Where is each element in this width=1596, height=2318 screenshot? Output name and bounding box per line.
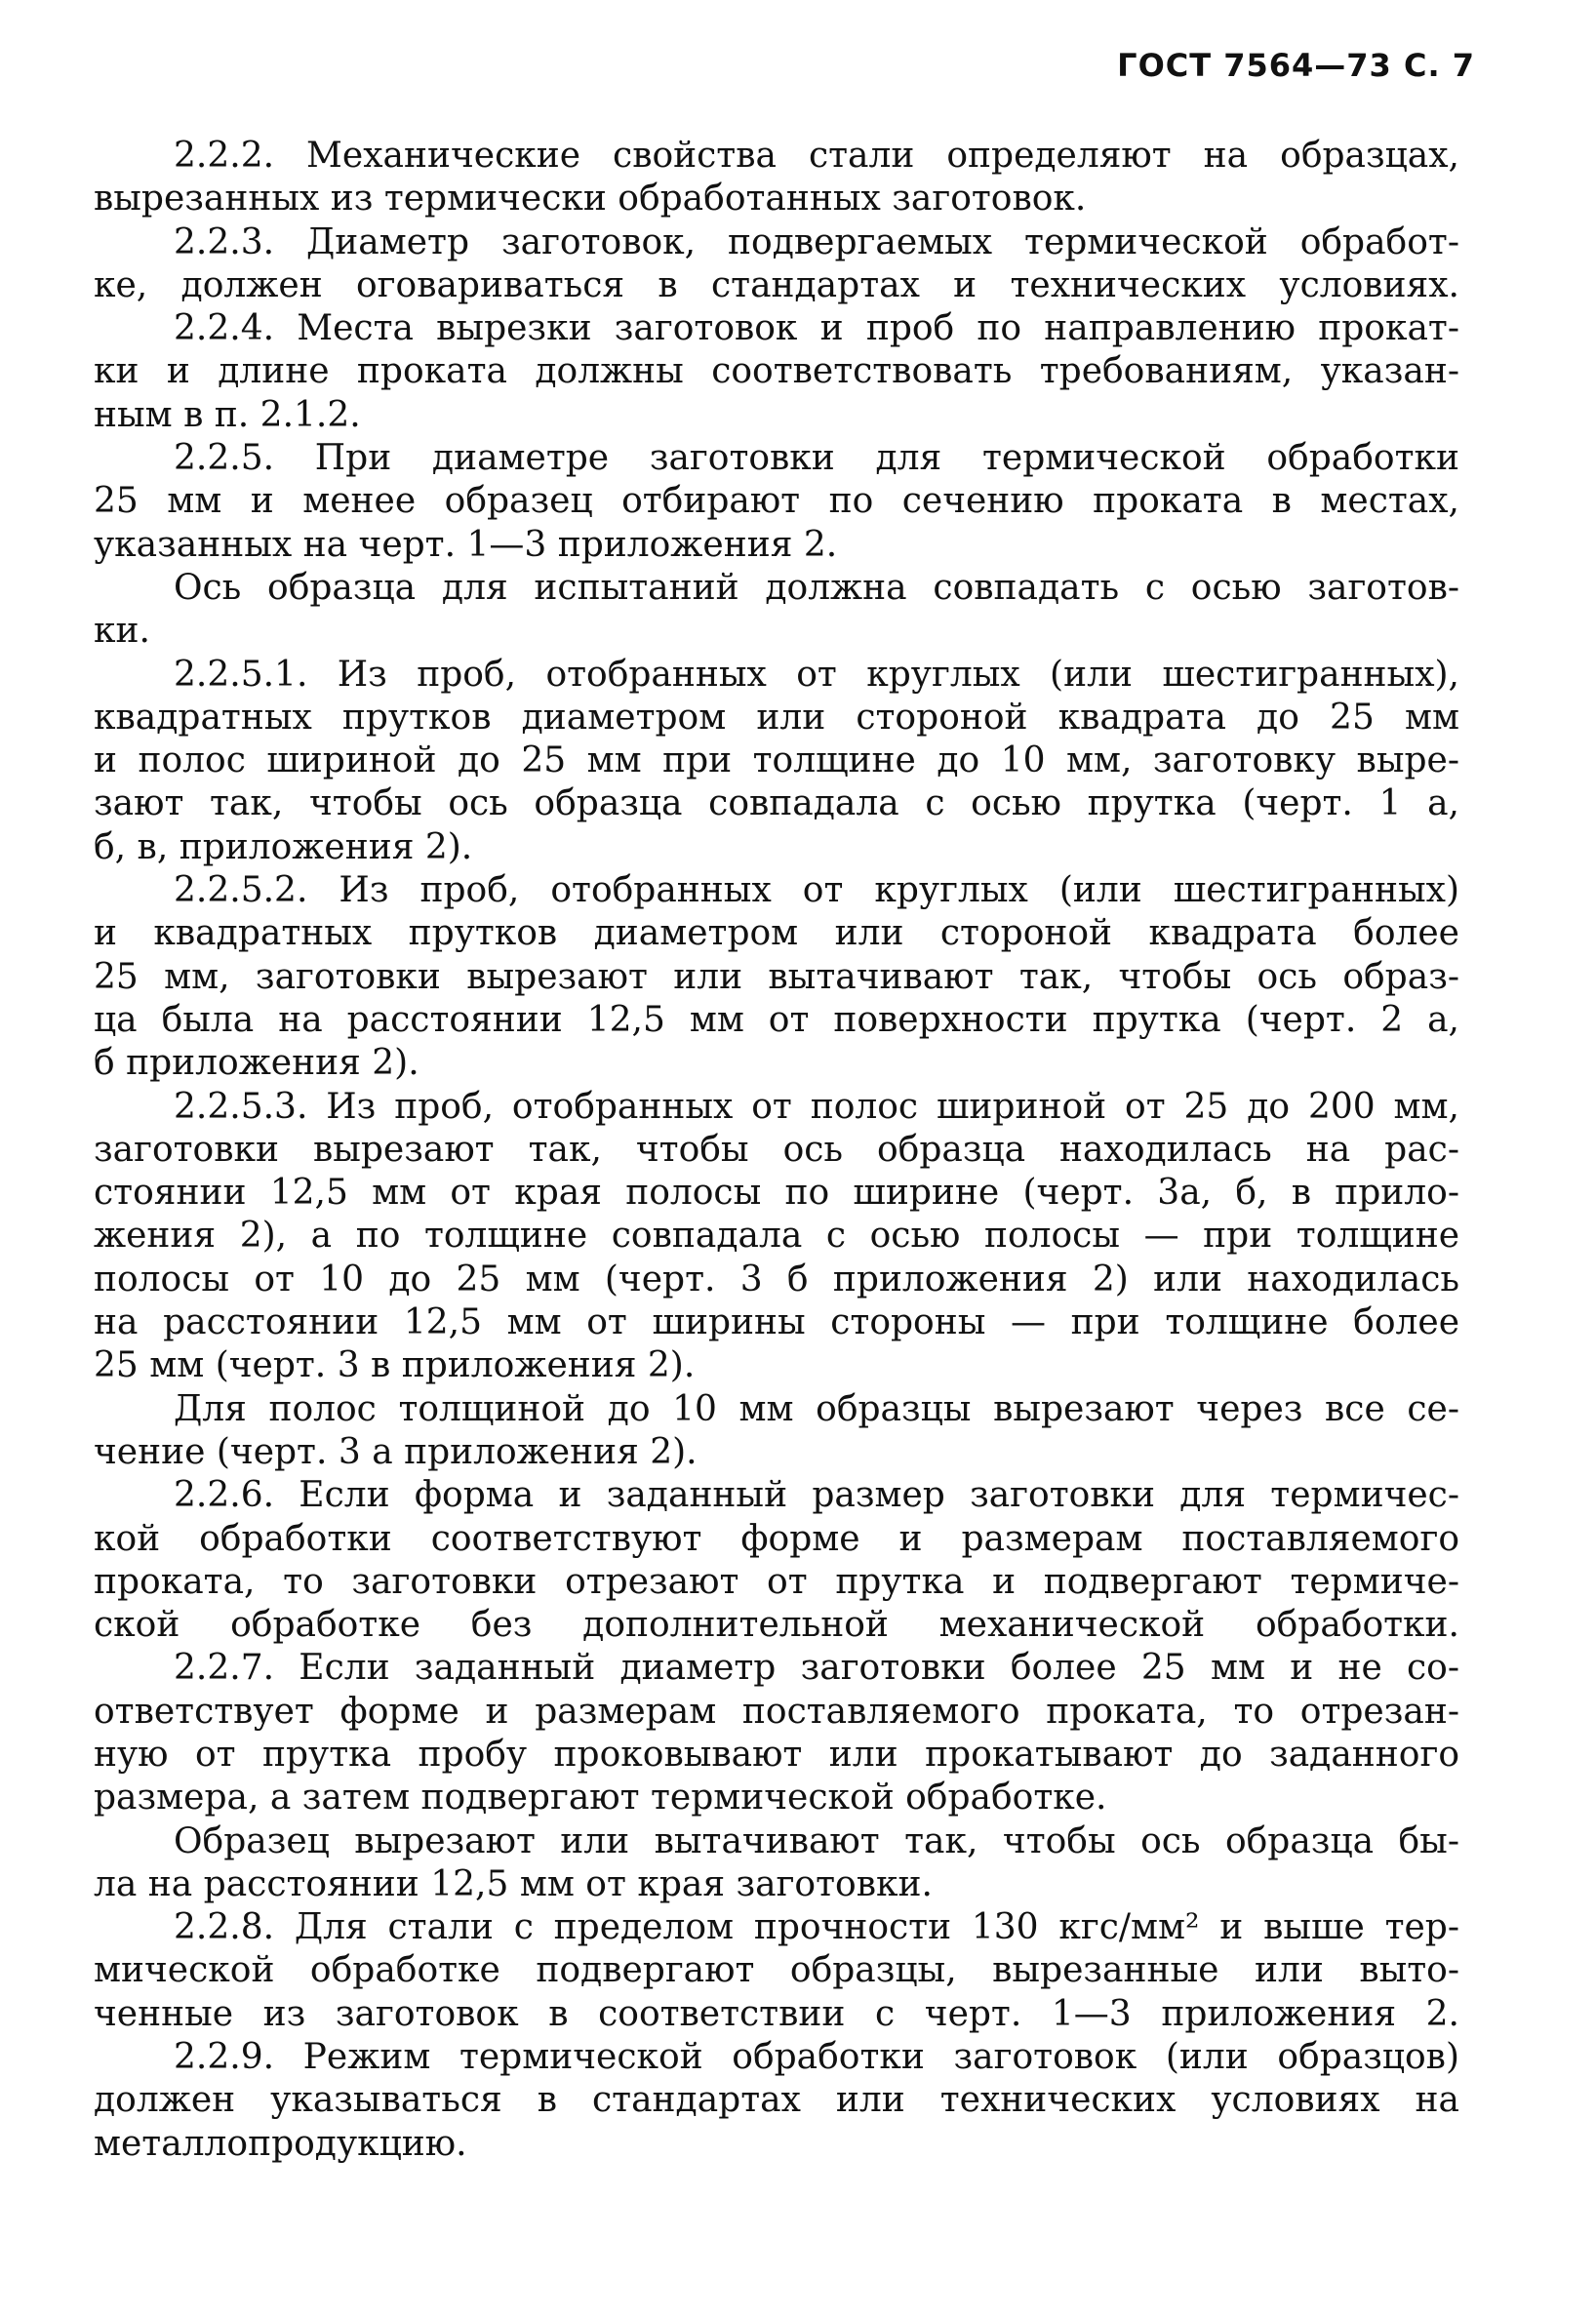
text-line: ную от прутка пробу проковывают или прокатывают до заданного [94, 1734, 1459, 1775]
text-line: чение (черт. 3 а приложения 2). [94, 1431, 698, 1472]
text-line: 2.2.5.1. Из проб, отобранных от круглых (или шестигранных), [174, 654, 1459, 695]
text-line: 2.2.5.2. Из проб, отобранных от круглых (или шестигранных) [174, 870, 1459, 911]
text-line: жения 2), а по толщине совпадала с осью полосы — при толщине [94, 1216, 1459, 1257]
text-line: 2.2.8. Для стали с пределом прочности 130 кгс/мм² и выше тер- [174, 1907, 1459, 1948]
text-line: 25 мм, заготовки вырезают или вытачивают так, чтобы ось образ- [94, 956, 1459, 997]
text-line: ла на расстоянии 12,5 мм от края заготовки. [94, 1863, 933, 1904]
text-line: вырезанных из термически обработанных заготовок. [94, 179, 1087, 220]
text-line: б, в, приложения 2). [94, 826, 473, 867]
text-line: и квадратных прутков диаметром или стороной квадрата более [94, 913, 1459, 954]
text-line: проката, то заготовки отрезают от прутка и подвергают термиче- [94, 1561, 1459, 1602]
text-line: 2.2.5. При диаметре заготовки для термической обработки [174, 438, 1459, 479]
text-line: ки. [94, 611, 150, 652]
text-line: квадратных прутков диаметром или стороной квадрата до 25 мм [94, 697, 1459, 738]
text-line: полосы от 10 до 25 мм (черт. 3 б приложения 2) или находилась [94, 1259, 1459, 1299]
text-line: 2.2.3. Диаметр заготовок, подвергаемых термической обработ- [174, 221, 1459, 262]
text-line: ки и длине проката должны соответствовать требованиям, указан- [94, 351, 1459, 392]
text-line: мической обработке подвергают образцы, вырезанные или выто- [94, 1950, 1459, 1991]
text-line: 2.2.4. Места вырезки заготовок и проб по направлению прокат- [174, 308, 1459, 349]
text-line: 2.2.6. Если форма и заданный размер заготовки для термичес- [174, 1475, 1459, 1516]
text-line: на расстоянии 12,5 мм от ширины стороны — при толщине более [94, 1302, 1459, 1343]
text-line: размера, а затем подвергают термической обработке. [94, 1778, 1107, 1818]
text-line: 2.2.7. Если заданный диаметр заготовки более 25 мм и не со- [174, 1648, 1459, 1689]
text-line: б приложения 2). [94, 1043, 419, 1084]
text-line: ке, должен оговариваться в стандартах и технических условиях. [94, 264, 1459, 305]
text-line: 2.2.2. Механические свойства стали определяют на образцах, [174, 136, 1459, 176]
text-line: Ось образца для испытаний должна совпадать с осью заготов- [174, 567, 1459, 608]
text-line: 25 мм (черт. 3 в приложения 2). [94, 1345, 696, 1386]
text-line: 2.2.5.3. Из проб, отобранных от полос шириной от 25 до 200 мм, [174, 1086, 1459, 1127]
text-line: должен указываться в стандартах или технических условиях на [94, 2080, 1459, 2121]
text-line: заготовки вырезают так, чтобы ось образца находилась на рас- [94, 1129, 1459, 1170]
text-line: Для полос толщиной до 10 мм образцы вырезают через все се- [174, 1388, 1459, 1429]
text-line: ченные из заготовок в соответствии с черт. 1—3 приложения 2. [94, 1993, 1459, 2034]
text-line: ца была на расстоянии 12,5 мм от поверхности прутка (черт. 2 а, [94, 999, 1459, 1040]
text-line: указанных на черт. 1—3 приложения 2. [94, 524, 838, 565]
text-line: металлопродукцию. [94, 2123, 467, 2164]
text-line: кой обработки соответствуют форме и размерам поставляемого [94, 1518, 1459, 1559]
text-line: 25 мм и менее образец отбирают по сечению проката в местах, [94, 481, 1459, 522]
text-line: ответствует форме и размерам поставляемого проката, то отрезан- [94, 1691, 1459, 1732]
page-header: ГОСТ 7564—73 С. 7 [1117, 47, 1475, 84]
text-line: стоянии 12,5 мм от края полосы по ширине (черт. 3а, б, в прило- [94, 1173, 1459, 1214]
text-line: ным в п. 2.1.2. [94, 394, 361, 435]
text-line: зают так, чтобы ось образца совпадала с осью прутка (черт. 1 а, [94, 783, 1459, 824]
text-line: ской обработке без дополнительной механической обработки. [94, 1605, 1459, 1646]
text-line: и полос шириной до 25 мм при толщине до 10 мм, заготовку выре- [94, 740, 1459, 781]
text-line: Образец вырезают или вытачивают так, чтобы ось образца бы- [174, 1820, 1459, 1861]
document-body [94, 135, 1459, 2166]
text-line: 2.2.9. Режим термической обработки заготовок (или образцов) [174, 2037, 1459, 2078]
